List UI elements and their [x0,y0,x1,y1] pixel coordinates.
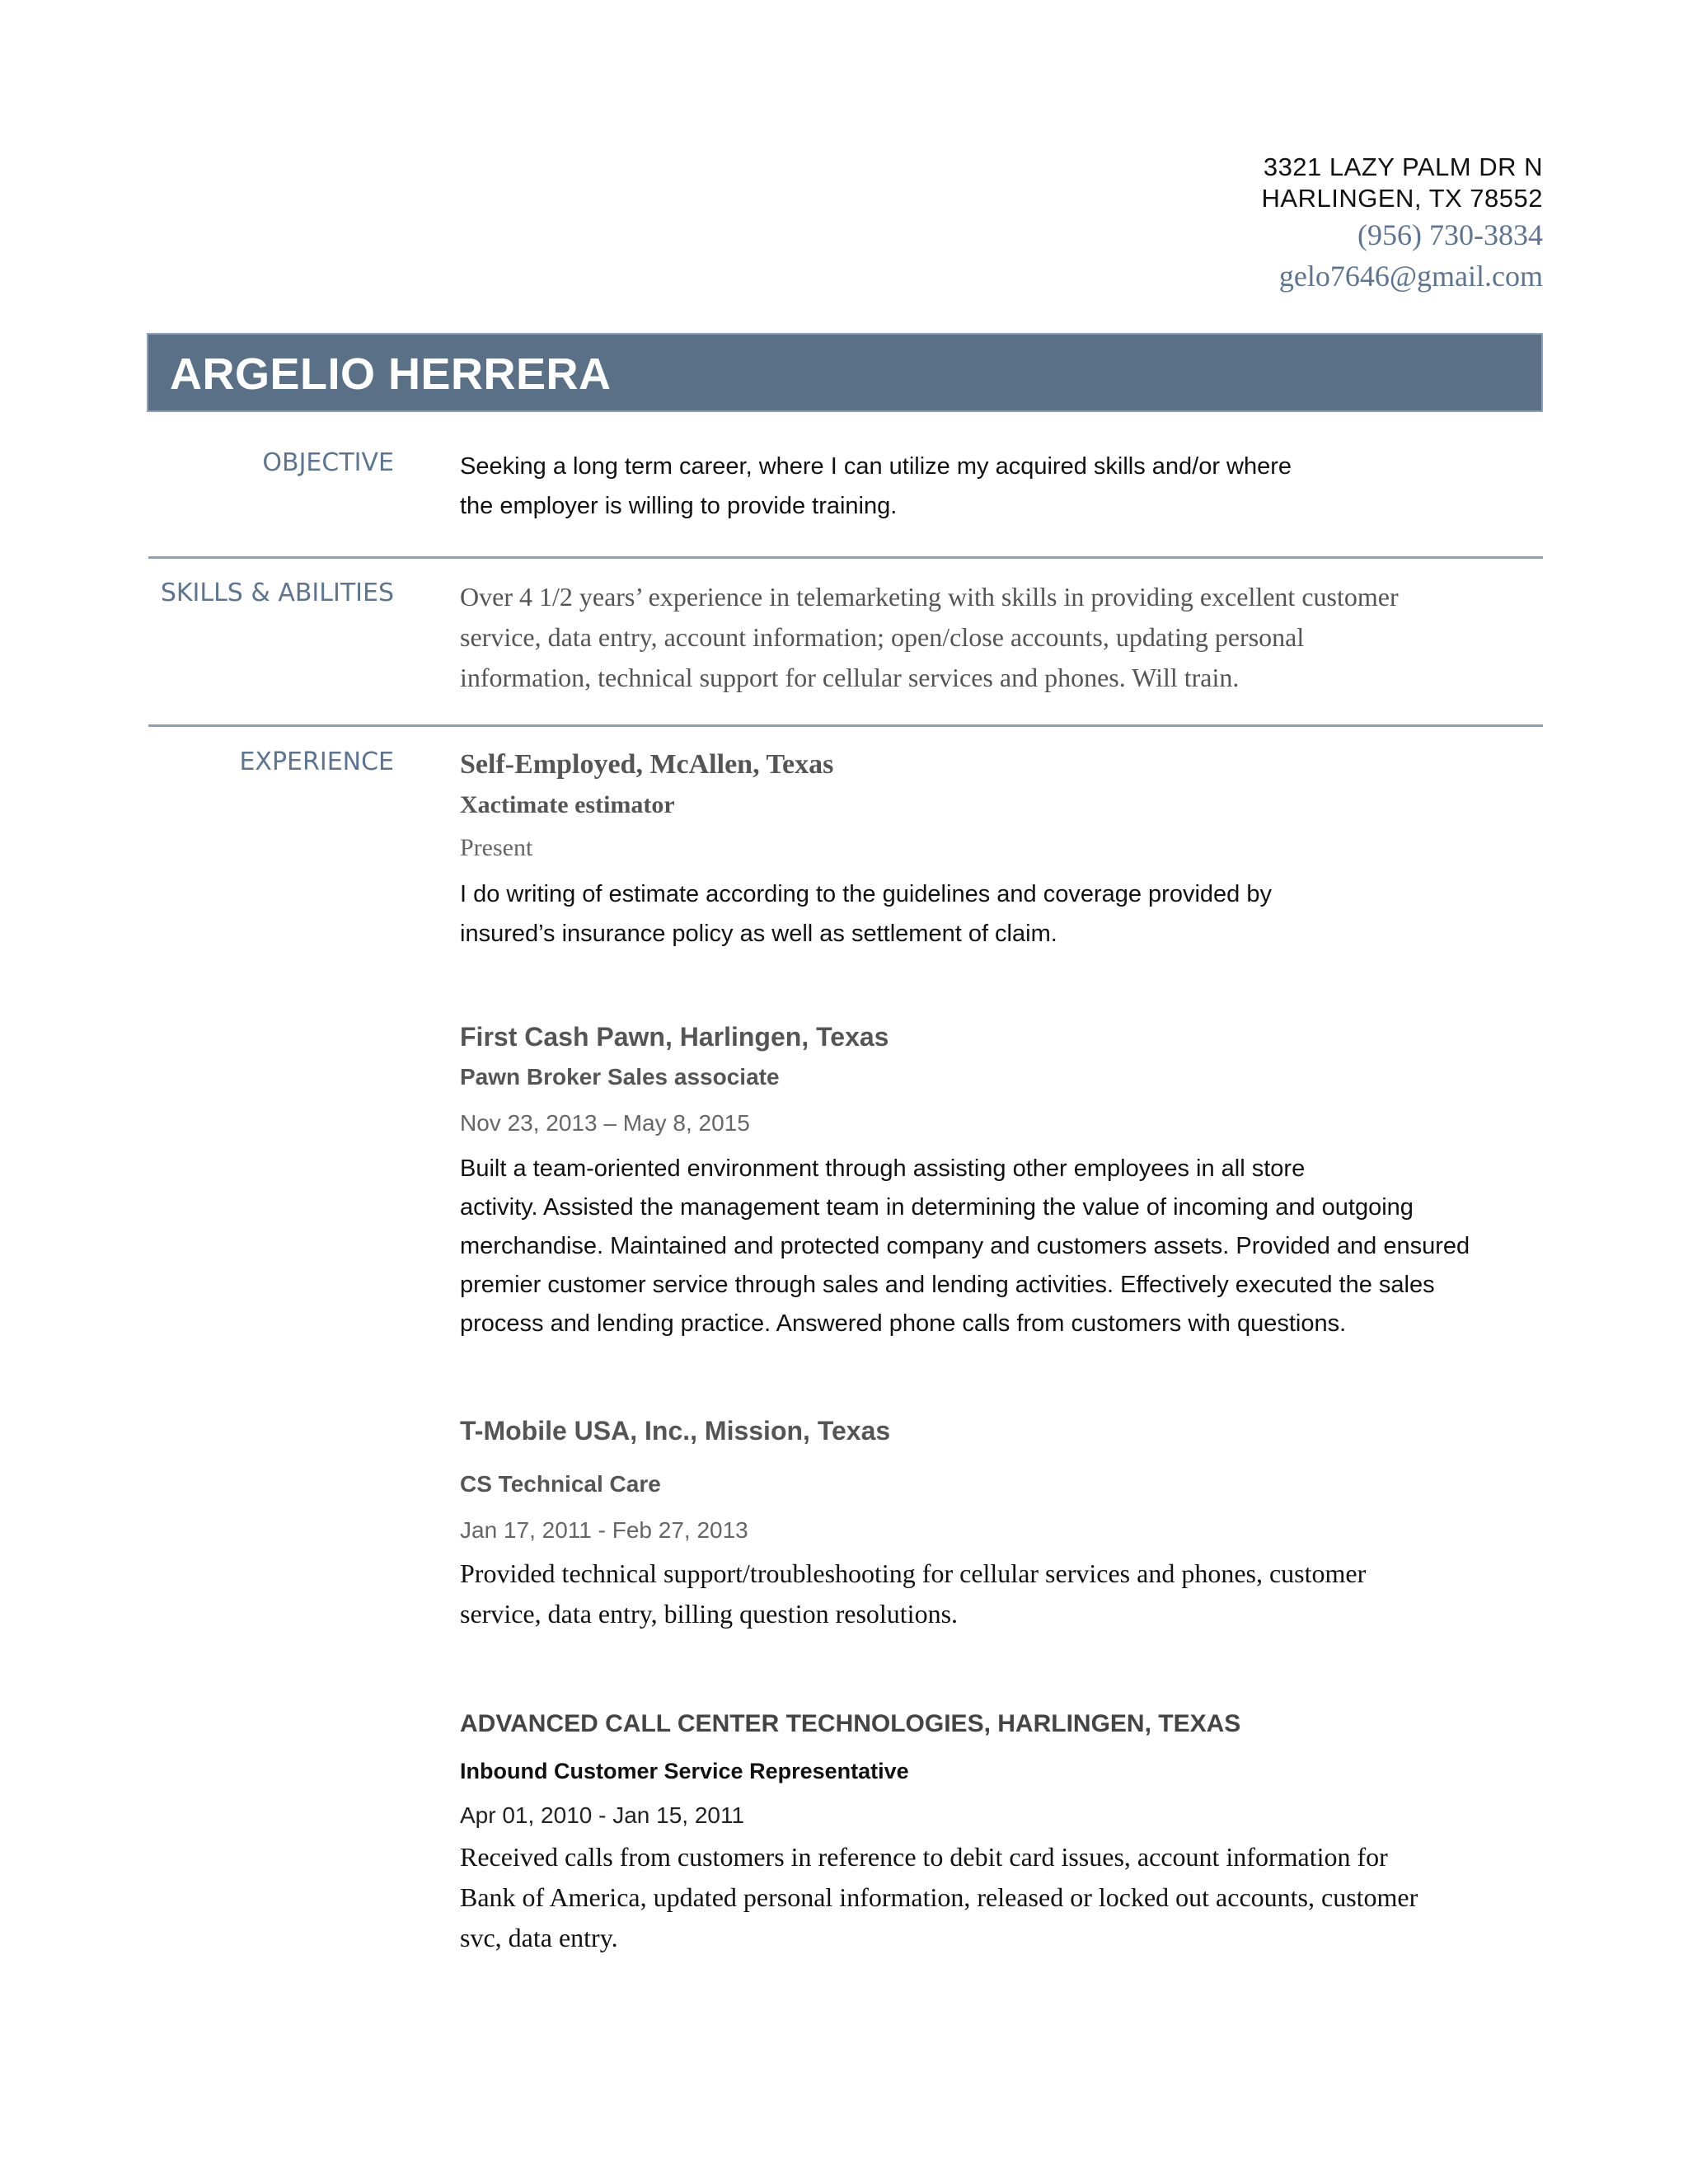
job-description-line: premier customer service through sales and lending activities. Effectively executed the sales [460,1272,1435,1298]
objective-line: Seeking a long term career, where I can utilize my acquired skills and/or where [460,453,1292,480]
experience-list [460,746,1531,1982]
job-description [460,1837,1531,1958]
skills-text [460,577,1531,698]
job-description [460,1150,1531,1343]
job-company: Self-Employed, McAllen, Texas [460,749,834,780]
contact-block [1262,152,1543,297]
address-line-1: 3321 LAZY PALM DR N [1263,152,1543,181]
candidate-name: ARGELIO HERRERA [170,349,612,399]
job-description-line: activity. Assisted the management team in determining the value of incoming and outgoing [460,1194,1414,1221]
job-company: T-Mobile USA, Inc., Mission, Texas [460,1416,891,1446]
job-description-line: insured’s insurance policy as well as settlement of claim. [460,921,1057,947]
section-divider [148,724,1543,727]
email-address: gelo7646@gmail.com [1278,260,1543,293]
job-description-line: merchandise. Maintained and protected company and customers assets. Provided and ensured [460,1233,1470,1259]
job-description-line: I do writing of estimate according to the guidelines and coverage provided by [460,881,1272,907]
job-description-line: service, data entry, billing question resolutions. [460,1599,959,1629]
job-entry [460,1018,1531,1343]
address-line-2: HARLINGEN, TX 78552 [1261,184,1543,213]
skills-line: service, data entry, account information; open/close accounts, updating personal [460,622,1305,652]
job-description [460,874,1531,954]
job-description-line: Built a team-oriented environment through assisting other employees in all store [460,1155,1306,1182]
job-entry [460,1705,1531,1958]
experience-label: EXPERIENCE [239,748,394,776]
job-dates: Jan 17, 2011 - Feb 27, 2013 [460,1517,748,1543]
job-dates: Apr 01, 2010 - Jan 15, 2011 [460,1802,745,1828]
job-entry [460,1412,1531,1634]
job-description [460,1554,1531,1634]
job-dates: Nov 23, 2013 – May 8, 2015 [460,1110,750,1136]
job-title: Xactimate estimator [460,791,675,818]
name-banner [147,333,1543,412]
job-description-line: svc, data entry. [460,1923,618,1952]
skills-line: Over 4 1/2 years’ experience in telemarketing with skills in providing excellent customer [460,582,1399,612]
job-company: ADVANCED CALL CENTER TECHNOLOGIES, HARLINGEN, TEXAS [460,1710,1241,1737]
objective-line: the employer is willing to provide training. [460,493,898,519]
section-divider [148,556,1543,559]
job-description-line: Provided technical support/troubleshooting for cellular services and phones, customer [460,1558,1367,1588]
job-description-line: Received calls from customers in reference to debit card issues, account information for [460,1842,1388,1872]
job-title: CS Technical Care [460,1471,661,1497]
job-title: Pawn Broker Sales associate [460,1064,780,1090]
job-company: First Cash Pawn, Harlingen, Texas [460,1022,889,1052]
phone-number: (956) 730-3834 [1357,218,1543,251]
skills-line: information, technical support for cellular services and phones. Will train. [460,663,1240,692]
job-title: Inbound Customer Service Representative [460,1759,909,1783]
job-description-line: Bank of America, updated personal information, released or locked out accounts, customer [460,1882,1418,1912]
job-entry [460,746,1531,954]
skills-label: SKILLS & ABILITIES [160,579,394,607]
objective-text [460,447,1531,526]
job-dates: Present [460,834,533,861]
job-description-line: process and lending practice. Answered phone calls from customers with questions. [460,1310,1347,1337]
objective-label: OBJECTIVE [262,448,394,477]
